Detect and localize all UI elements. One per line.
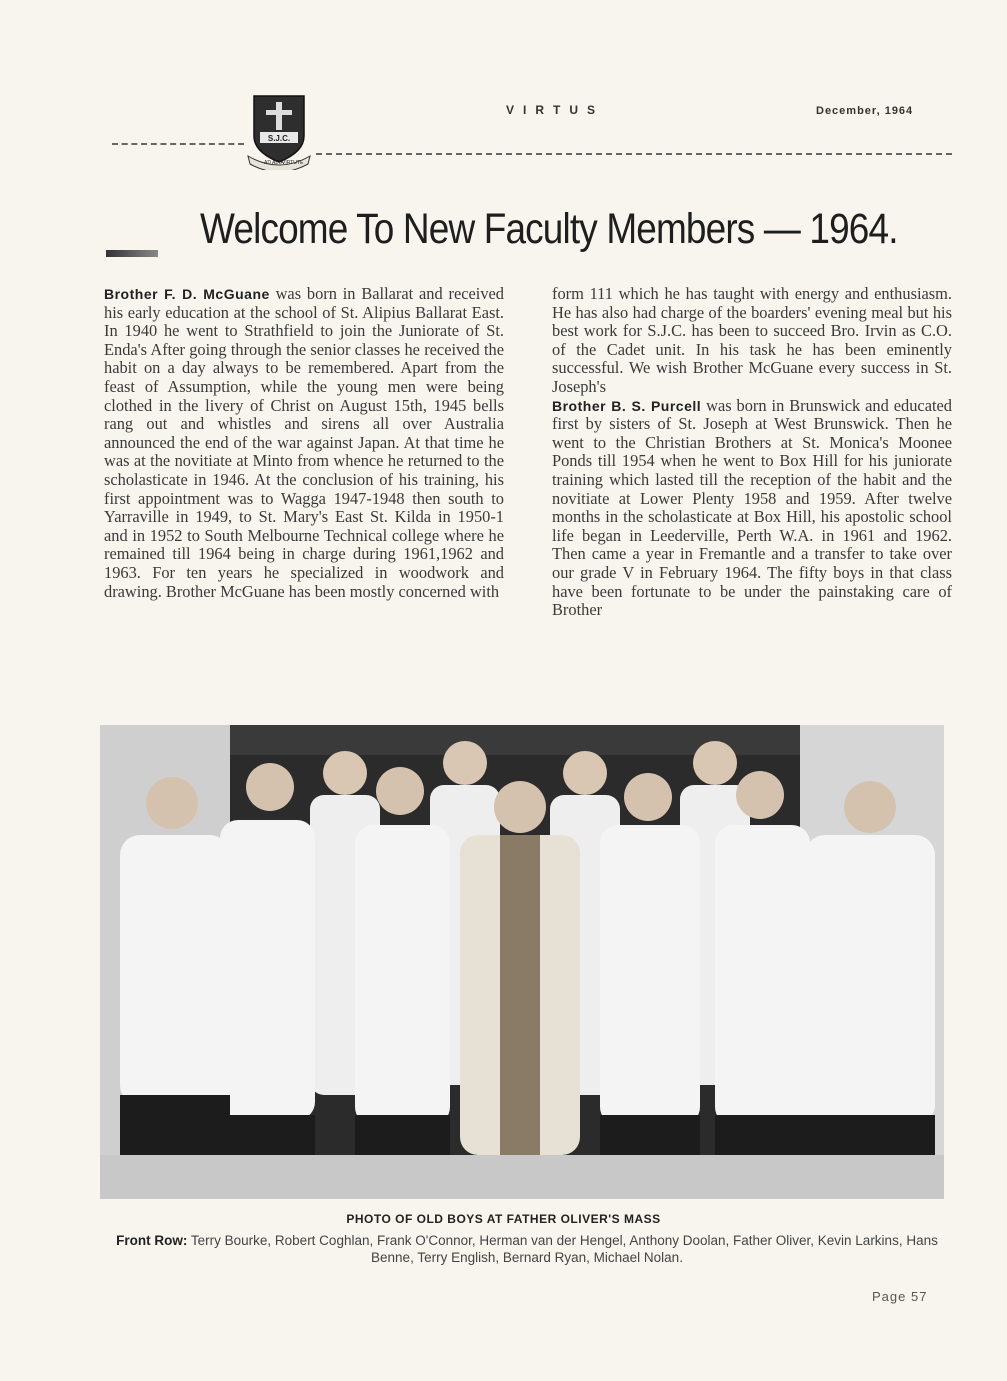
paragraph-purcell	[552, 397, 952, 620]
photo-names-list: Terry Bourke, Robert Coghlan, Frank O'Connor, Herman van der Hengel, Anthony Doolan, Father Oliver, Kevin Larkins, Hans Benne, Terry English, Bernard Ryan, Michael Nolan.	[190, 1233, 938, 1265]
page-number: Page 57	[872, 1289, 928, 1304]
page-title: Welcome To New Faculty Members — 1964.	[200, 205, 898, 253]
paragraph-text: was born in Brunswick and educated first by sisters of St. Joseph at West Brunswick. Then he went to the Christian Brothers at St. Monica's Moonee Ponds till 1954 when he went to Box Hill for his juniorate training which lasted till the reception of the habit and the novitiate at Lower Plenty 1958 and 1959. After twelve months in the scholasticate at Box Hill, his apostolic school life began in Leederville, Perth W.A. in 1961 and 1962. Then came a year in Fremantle and a transfer to take over our grade V in February 1964. The fifty boys in that class have been fortunate to be under the painstaking care of Brother	[552, 395, 952, 620]
school-crest-icon	[246, 92, 312, 170]
header-rule-left	[112, 143, 244, 145]
person-name-mcguane: Brother F. D. McGuane	[104, 286, 270, 302]
header-rule-right	[316, 153, 952, 155]
paragraph-mcguane	[104, 285, 504, 601]
paragraph-mcguane-continued: form 111 which he has taught with energy and enthusiasm. He has also had charge of the boarders' evening meal but his best work for S.J.C. has been to succeed Bro. Irvin as C.O. of the Cadet unit. In his task he has been eminently successful. We wish Brother McGuane every success in St. Joseph's	[552, 284, 952, 396]
issue-date: December, 1964	[816, 105, 914, 117]
person-name-purcell: Brother B. S. Purcell	[552, 397, 702, 414]
crest-motto-2: VIRTUTE	[282, 160, 304, 166]
photo-caption: PHOTO OF OLD BOYS AT FATHER OLIVER'S MASS	[346, 1212, 661, 1226]
crest-motto-1: AD ALTA	[264, 160, 284, 166]
paragraph-text: was born in Ballarat and received his early education at the school of St. Alipius Ballarat East. In 1940 he went to Strathfield to join the Juniorate of St. Enda's After going through the senior classes he received the habit on a day always to be remembered. Apart from the feast of Assumption, while the young men were being clothed in the livery of Christ on August 15th, 1945 bells rang out and whistles and sirens all over Australia announced the end of the war against Japan. At that time he was at the novitiate at Minto from whence he returned to the scholasticate in 1946. At the conclusion of his training, his first appointment was to Wagga 1947-1948 then south to Yarraville in 1949, to St. Mary's East St. Kilda in 1950-1 and in 1952 to South Melbourne Technical college where he remained till 1964 being in charge during 1961,1962 and 1963. For ten years he specialized in woodwork and drawing. Brother McGuane has been mostly concerned with	[104, 284, 504, 601]
article-column-left	[104, 285, 504, 601]
photo-names-label: Front Row:	[116, 1233, 188, 1248]
article-column-right	[552, 285, 952, 620]
group-photo	[100, 725, 944, 1199]
title-marker	[106, 250, 158, 257]
running-title: VIRTUS	[506, 103, 605, 117]
photo-names	[102, 1232, 952, 1266]
group-photo-illustration	[100, 725, 944, 1199]
crest-initials: S.J.C.	[267, 134, 291, 143]
